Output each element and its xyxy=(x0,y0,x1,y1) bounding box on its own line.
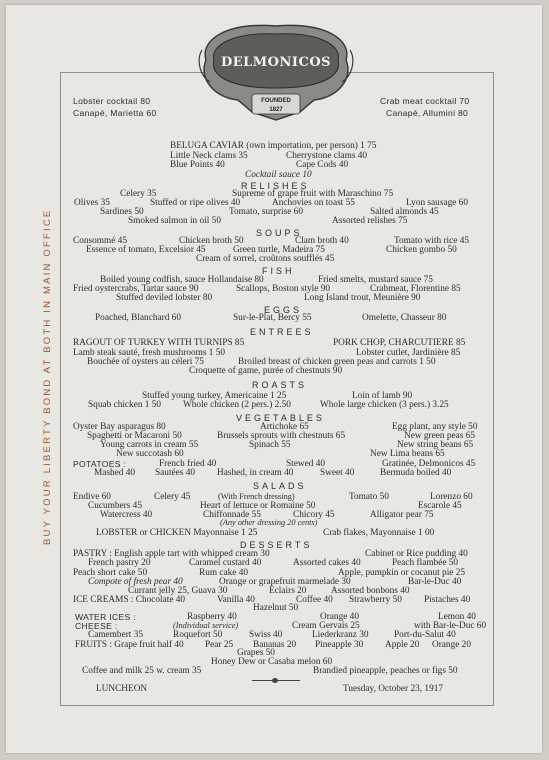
menu-item: Strawberry 50 xyxy=(349,595,402,605)
divider xyxy=(252,680,300,681)
menu-item: Stuffed young turkey, Americaine 1 25 xyxy=(142,391,287,401)
menu-item: Chiffonnade 55 xyxy=(203,510,261,520)
menu-item: Sur-le-Plat, Bercy 55 xyxy=(233,313,312,323)
menu-item: Chicken broth 50 xyxy=(179,236,244,246)
menu-item: Mashed 40 xyxy=(94,468,136,478)
menu-item: Raspberry 40 xyxy=(187,612,237,622)
menu-item: Pear 25 xyxy=(205,640,234,650)
menu-item: Cocktail sauce 10 xyxy=(245,170,312,180)
menu-item: Stuffed or ripe olives 40 xyxy=(150,198,241,208)
menu-item: Crab flakes, Mayonnaise 1 00 xyxy=(323,528,435,538)
menu-item: Orange or grapefruit marmelade 30 xyxy=(219,577,351,587)
menu-item: Oyster Bay asparagus 80 xyxy=(73,422,166,432)
liberty-bond-notice: BUY YOUR LIBERTY BOND AT BOTH IN MAIN OFFICE xyxy=(42,208,53,545)
emblem-name: DELMONICOS xyxy=(220,55,332,70)
menu-item: Lobster cocktail 80 xyxy=(73,96,151,106)
menu-item: RAGOUT OF TURKEY WITH TURNIPS 85 xyxy=(73,338,245,348)
menu-item: Broiled breast of chicken green peas and carrots 1 50 xyxy=(238,357,436,367)
menu-item: Crabmeat, Florentine 85 xyxy=(370,284,461,294)
menu-item: New Lima beans 65 xyxy=(370,449,445,459)
menu-item: Salted almonds 45 xyxy=(370,207,439,217)
potatoes-label: POTATOES : xyxy=(73,459,127,469)
menu-item: Currant jelly 25, Guava 30 xyxy=(128,586,228,596)
section-heading: DESSERTS xyxy=(240,540,313,550)
menu-item: Cream of sorrel, croûtons soufflés 45 xyxy=(196,254,335,264)
menu-item: Fried smelts, mustard sauce 75 xyxy=(318,275,433,285)
menu-item: Olives 35 xyxy=(74,198,110,208)
menu-item: Tomato 50 xyxy=(349,492,389,502)
menu-item: Vanilla 40 xyxy=(217,595,255,605)
menu-item: Boiled young codfish, sauce Hollandaise 80 xyxy=(100,275,264,285)
section-heading: ENTREES xyxy=(250,327,314,337)
menu-item: Whole large chicken (3 pers.) 3.25 xyxy=(320,400,449,410)
menu-item: Tomato, surprise 60 xyxy=(229,207,303,217)
menu-item: Crab meat cocktail 70 xyxy=(380,96,470,106)
menu-item: Cucumbers 45 xyxy=(88,501,142,511)
menu-item: Compote of fresh pear 40 xyxy=(88,577,183,587)
menu-note: (Individual service) xyxy=(173,621,239,630)
menu-item: Peach short cake 50 xyxy=(73,568,148,578)
menu-item: Consommé 45 xyxy=(73,236,127,246)
menu-item: Tomato with rice 45 xyxy=(394,236,469,246)
menu-item: Gratinée, Delmonicos 45 xyxy=(382,459,476,469)
menu-item: Orange 40 xyxy=(320,612,359,622)
menu-item: Lemon 40 xyxy=(438,612,476,622)
menu-item: Canapé, Allumini 80 xyxy=(386,108,469,118)
menu-item: Alligator pear 75 xyxy=(370,510,434,520)
menu-item: Assorted cakes 40 xyxy=(293,558,361,568)
menu-item: Orange 20 xyxy=(432,640,471,650)
menu-item: Lorenzo 60 xyxy=(430,492,473,502)
menu-note: (Any other dressing 20 cents) xyxy=(220,518,318,527)
menu-item: French fried 40 xyxy=(159,459,217,469)
menu-item: Eclairs 20 xyxy=(269,586,307,596)
menu-item: PASTRY : English apple tart with whipped cream 30 xyxy=(73,549,270,559)
menu-item: Rum cake 40 xyxy=(199,568,249,578)
menu-item: Honey Dew or Casaba melon 60 xyxy=(211,657,333,667)
menu-item: Liederkranz 30 xyxy=(312,630,369,640)
menu-item: Little Neck clams 35 xyxy=(170,151,248,161)
menu-item: Pineapple 30 xyxy=(315,640,364,650)
section-heading: SALADS xyxy=(253,481,307,491)
menu-item: Stewed 40 xyxy=(286,459,325,469)
menu-item: Essence of tomato, Excelsior 45 xyxy=(86,245,206,255)
menu-item: Lobster cutlet, Jardinière 85 xyxy=(356,348,461,358)
menu-item: Poached, Blanchard 60 xyxy=(95,313,181,323)
menu-item: Scallops, Boston style 90 xyxy=(236,284,331,294)
menu-item: Bouchée of oysters au céleri 75 xyxy=(87,357,204,367)
menu-item: Anchovies on toast 55 xyxy=(272,198,355,208)
section-heading: SOUPS xyxy=(256,228,303,238)
menu-item: Cape Cods 40 xyxy=(296,160,349,170)
menu-item: Hazelnut 50 xyxy=(253,603,299,613)
menu-item: Escarole 45 xyxy=(418,501,462,511)
caviar-item: BELUGA CAVIAR (own importation, per person) 1 75 xyxy=(170,141,377,151)
menu-item: FRUITS : Grape fruit half 40 xyxy=(75,640,184,650)
menu-item: Croquette of game, purée of chestnuts 90 xyxy=(189,366,343,376)
menu-item: Watercress 40 xyxy=(100,510,153,520)
emblem-year: 1827 xyxy=(269,107,283,113)
menu-item: New green peas 65 xyxy=(404,431,475,441)
meal-label: LUNCHEON xyxy=(96,684,148,694)
menu-item: Caramel custard 40 xyxy=(189,558,262,568)
menu-item: Supreme of grape fruit with Maraschino 75 xyxy=(232,189,394,199)
menu-date: Tuesday, October 23, 1917 xyxy=(343,684,444,694)
menu-item: Camembert 35 xyxy=(88,630,143,640)
menu-item: Sweet 40 xyxy=(320,468,355,478)
menu-item: Coffee 40 xyxy=(296,595,333,605)
menu-item: Green turtle, Madeira 75 xyxy=(233,245,325,255)
menu-item: Artichoke 65 xyxy=(260,422,309,432)
menu-item: Celery 35 xyxy=(120,189,157,199)
menu-item: Roquefort 50 xyxy=(173,630,223,640)
cheese-label: CHEESE : xyxy=(75,621,118,631)
menu-item: Peach flambée 50 xyxy=(392,558,459,568)
menu-item: Smoked salmon in oil 50 xyxy=(128,216,221,226)
menu-item: Egg plant, any style 50 xyxy=(392,422,478,432)
menu-item: Bananas 20 xyxy=(253,640,297,650)
menu-item: Long Island trout, Meunière 90 xyxy=(304,293,421,303)
menu-item: Cabinet or Rice pudding 40 xyxy=(365,549,468,559)
menu-item: Apple 20 xyxy=(385,640,420,650)
menu-item: with Bar-le-Duc 60 xyxy=(414,621,487,631)
menu-item: Pistaches 40 xyxy=(424,595,471,605)
menu-item: Sautées 40 xyxy=(155,468,196,478)
menu-item: Clam broth 40 xyxy=(295,236,349,246)
section-heading: FISH xyxy=(262,266,295,276)
menu-item: Squab chicken 1 50 xyxy=(88,400,162,410)
menu-item: Blue Points 40 xyxy=(170,160,225,170)
delmonicos-emblem xyxy=(196,20,356,124)
menu-item: Canapé, Marietta 60 xyxy=(73,108,157,118)
menu-item: Celery 45 xyxy=(154,492,191,502)
menu-item: Whole chicken (2 pers.) 2.50 xyxy=(183,400,291,410)
section-heading: EGGS xyxy=(264,305,303,315)
menu-item: Endive 60 xyxy=(73,492,111,502)
menu-item: Cream Gervais 25 xyxy=(292,621,360,631)
section-heading: VEGETABLES xyxy=(236,413,325,423)
menu-item: Stuffed deviled lobster 80 xyxy=(116,293,213,303)
menu-item: Omelette, Chasseur 80 xyxy=(362,313,447,323)
menu-item: Spinach 55 xyxy=(249,440,291,450)
menu-item: Assorted bonbons 40 xyxy=(331,586,410,596)
menu-item: Port-du-Salut 40 xyxy=(394,630,456,640)
menu-item: French pastry 20 xyxy=(88,558,151,568)
menu-item: Loin of lamb 90 xyxy=(352,391,413,401)
emblem-founded: FOUNDED xyxy=(261,98,291,104)
water-ices-label: WATER ICES : xyxy=(75,612,136,622)
menu-item: Assorted relishes 75 xyxy=(332,216,408,226)
menu-item: Spaghetti or Macaroni 50 xyxy=(87,431,182,441)
menu-item: Lamb steak sauté, fresh mushrooms 1 50 xyxy=(73,348,226,358)
menu-item: Brandied pineapple, peaches or figs 50 xyxy=(313,666,458,676)
menu-item: Lyon sausage 60 xyxy=(406,198,468,208)
menu-item: Chicken gombo 50 xyxy=(386,245,457,255)
menu-item: Apple, pumpkin or cocanut pie 25 xyxy=(338,568,466,578)
menu-item: Chicory 45 xyxy=(293,510,335,520)
section-heading: ROASTS xyxy=(252,380,308,390)
menu-item: Sardines 50 xyxy=(100,207,144,217)
section-heading: RELISHES xyxy=(241,181,310,191)
menu-item: Brussels sprouts with chestnuts 65 xyxy=(217,431,346,441)
menu-item: Bar-le-Duc 40 xyxy=(408,577,462,587)
menu-item: Heart of lettuce or Romaine 50 xyxy=(200,501,316,511)
menu-item: Grapes 50 xyxy=(237,648,275,658)
menu-item: ICE CREAMS : Chocolate 40 xyxy=(73,595,186,605)
menu-item: New succotash 60 xyxy=(116,449,184,459)
menu-item: LOBSTER or CHICKEN Mayonnaise 1 25 xyxy=(96,528,258,538)
menu-item: PORK CHOP, CHARCUTIERE 85 xyxy=(333,338,466,348)
menu-item: Young carrots in cream 55 xyxy=(100,440,199,450)
menu-item: Bermuda boiled 40 xyxy=(380,468,452,478)
menu-item: Swiss 40 xyxy=(249,630,283,640)
menu-item: New string beans 65 xyxy=(397,440,474,450)
menu-item: Cherrystone clams 40 xyxy=(286,151,368,161)
menu-item: Coffee and milk 25 w. cream 35 xyxy=(82,666,202,676)
menu-item: Fried oystercrabs, Tartar sauce 90 xyxy=(73,284,199,294)
menu-item: Hashed, in cream 40 xyxy=(217,468,294,478)
menu-note: (With French dressing) xyxy=(218,492,295,501)
